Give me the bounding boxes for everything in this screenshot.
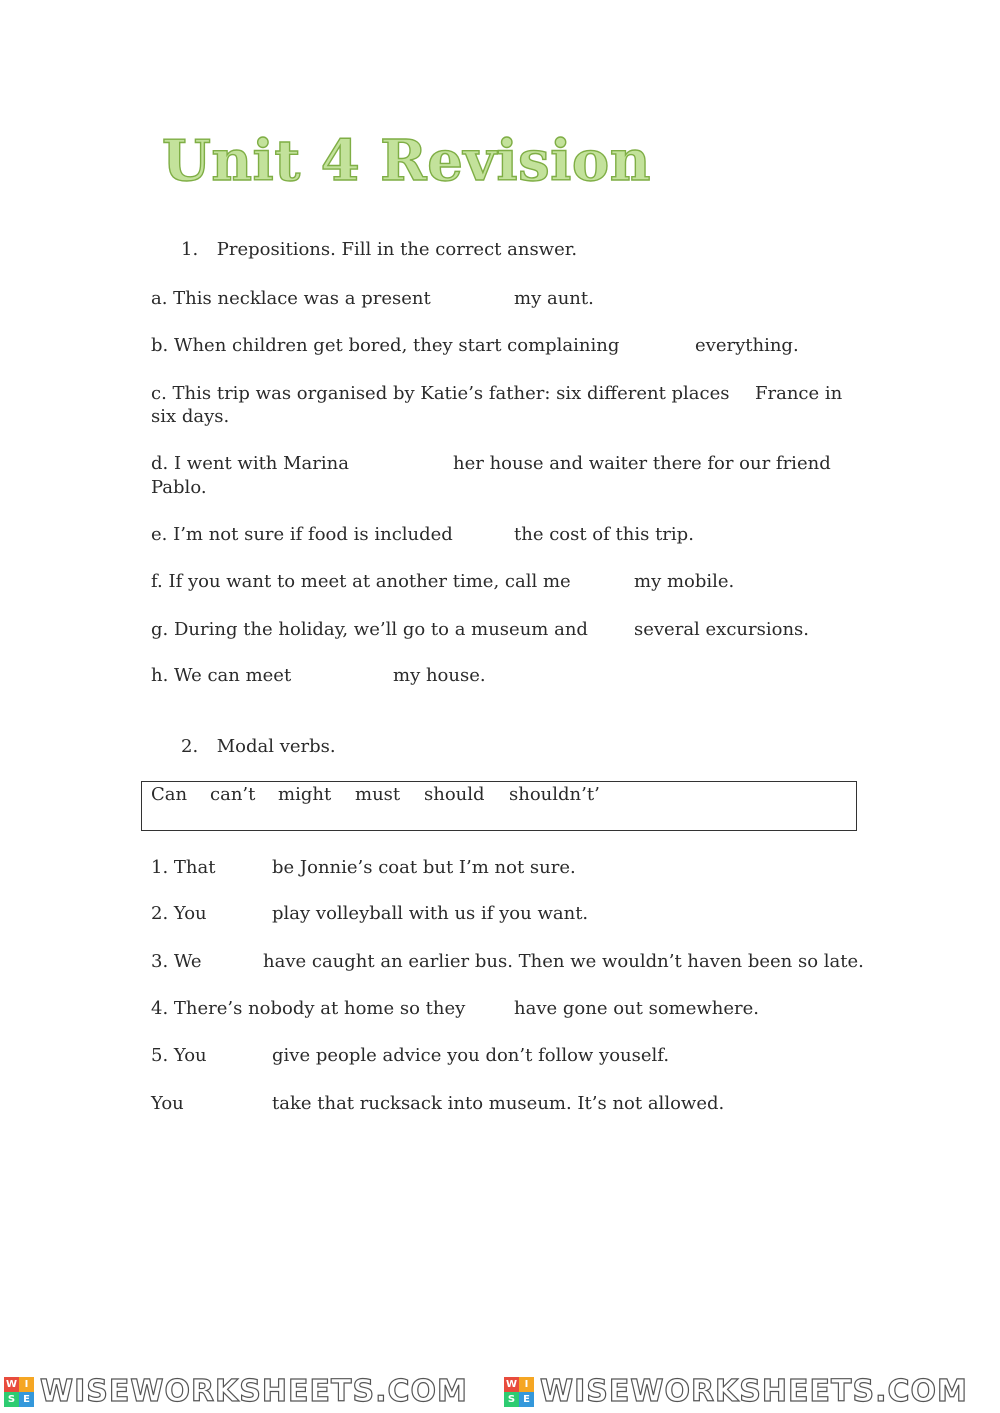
logo-letter: E bbox=[519, 1392, 534, 1407]
modal-item-6-text: You bbox=[151, 1093, 184, 1114]
prep-item-h-tail: my house. bbox=[393, 665, 486, 686]
word-bank-word: must bbox=[355, 784, 401, 805]
section-1-number: 1. bbox=[181, 239, 199, 260]
watermark-left bbox=[4, 1374, 468, 1409]
section-2-number: 2. bbox=[181, 736, 199, 757]
prep-item-d-continued: Pablo. bbox=[151, 477, 207, 498]
prep-item-d-text: d. I went with Marina bbox=[151, 453, 349, 474]
word-bank-word: Can bbox=[151, 784, 188, 805]
modal-item-3-tail: have caught an earlier bus. Then we wouldn’t haven been so late. bbox=[263, 951, 864, 972]
prep-item-h-text: h. We can meet bbox=[151, 665, 292, 686]
section-1-title: Prepositions. Fill in the correct answer. bbox=[216, 239, 578, 260]
watermark-footer bbox=[0, 1372, 1000, 1413]
word-bank-word: might bbox=[278, 784, 332, 805]
modal-item-2-tail: play volleyball with us if you want. bbox=[272, 903, 589, 924]
word-bank-word: can’t bbox=[210, 784, 256, 805]
logo-letter: S bbox=[4, 1392, 19, 1407]
prep-item-d-tail: her house and waiter there for our friend bbox=[453, 453, 831, 474]
word-bank-box bbox=[141, 781, 857, 831]
modal-item-1-text: 1. That bbox=[151, 857, 216, 878]
logo-letter: E bbox=[19, 1392, 34, 1407]
modal-item-3-text: 3. We bbox=[151, 951, 202, 972]
modal-item-5-tail: give people advice you don’t follow youself. bbox=[272, 1045, 670, 1066]
wiseworksheets-logo-icon bbox=[504, 1377, 534, 1407]
word-bank-word: should bbox=[424, 784, 485, 805]
modal-item-6-tail: take that rucksack into museum. It’s not allowed. bbox=[272, 1093, 725, 1114]
prep-item-b-tail: everything. bbox=[695, 335, 799, 356]
prep-item-a-text: a. This necklace was a present bbox=[151, 288, 431, 309]
prep-item-f-text: f. If you want to meet at another time, call me bbox=[151, 571, 571, 592]
prep-item-c-tail: France in bbox=[755, 383, 843, 404]
prep-item-e-text: e. I’m not sure if food is included bbox=[151, 524, 453, 545]
prep-item-g-tail: several excursions. bbox=[634, 619, 809, 640]
logo-letter: I bbox=[19, 1377, 34, 1392]
section-2-title: Modal verbs. bbox=[216, 736, 336, 757]
watermark-right bbox=[504, 1374, 968, 1409]
prep-item-a-tail: my aunt. bbox=[514, 288, 594, 309]
prep-item-b-text: b. When children get bored, they start complaining bbox=[151, 335, 620, 356]
section-1-heading bbox=[181, 239, 577, 260]
logo-letter: I bbox=[519, 1377, 534, 1392]
prep-item-c-text: c. This trip was organised by Katie’s father: six different places bbox=[151, 383, 730, 404]
watermark-text: WISEWORKSHEETS.COM bbox=[40, 1374, 468, 1409]
modal-item-4-text: 4. There’s nobody at home so they bbox=[151, 998, 466, 1019]
watermark-text: WISEWORKSHEETS.COM bbox=[540, 1374, 968, 1409]
modal-item-1-tail: be Jonnie’s coat but I’m not sure. bbox=[272, 857, 576, 878]
modal-item-2-text: 2. You bbox=[151, 903, 207, 924]
section-2-heading bbox=[181, 736, 336, 757]
prep-item-e-tail: the cost of this trip. bbox=[514, 524, 694, 545]
logo-letter: W bbox=[505, 1378, 518, 1390]
prep-item-c-continued: six days. bbox=[151, 406, 230, 427]
word-bank-word: shouldn’t’ bbox=[509, 784, 600, 805]
prep-item-g-text: g. During the holiday, we’ll go to a museum and bbox=[151, 619, 588, 640]
logo-letter: S bbox=[504, 1392, 519, 1407]
modal-item-4-tail: have gone out somewhere. bbox=[514, 998, 760, 1019]
worksheet-title: Unit 4 Revision bbox=[162, 128, 651, 194]
wiseworksheets-logo-icon bbox=[4, 1377, 34, 1407]
prep-item-f-tail: my mobile. bbox=[634, 571, 735, 592]
logo-letter: W bbox=[5, 1378, 18, 1390]
modal-item-5-text: 5. You bbox=[151, 1045, 207, 1066]
